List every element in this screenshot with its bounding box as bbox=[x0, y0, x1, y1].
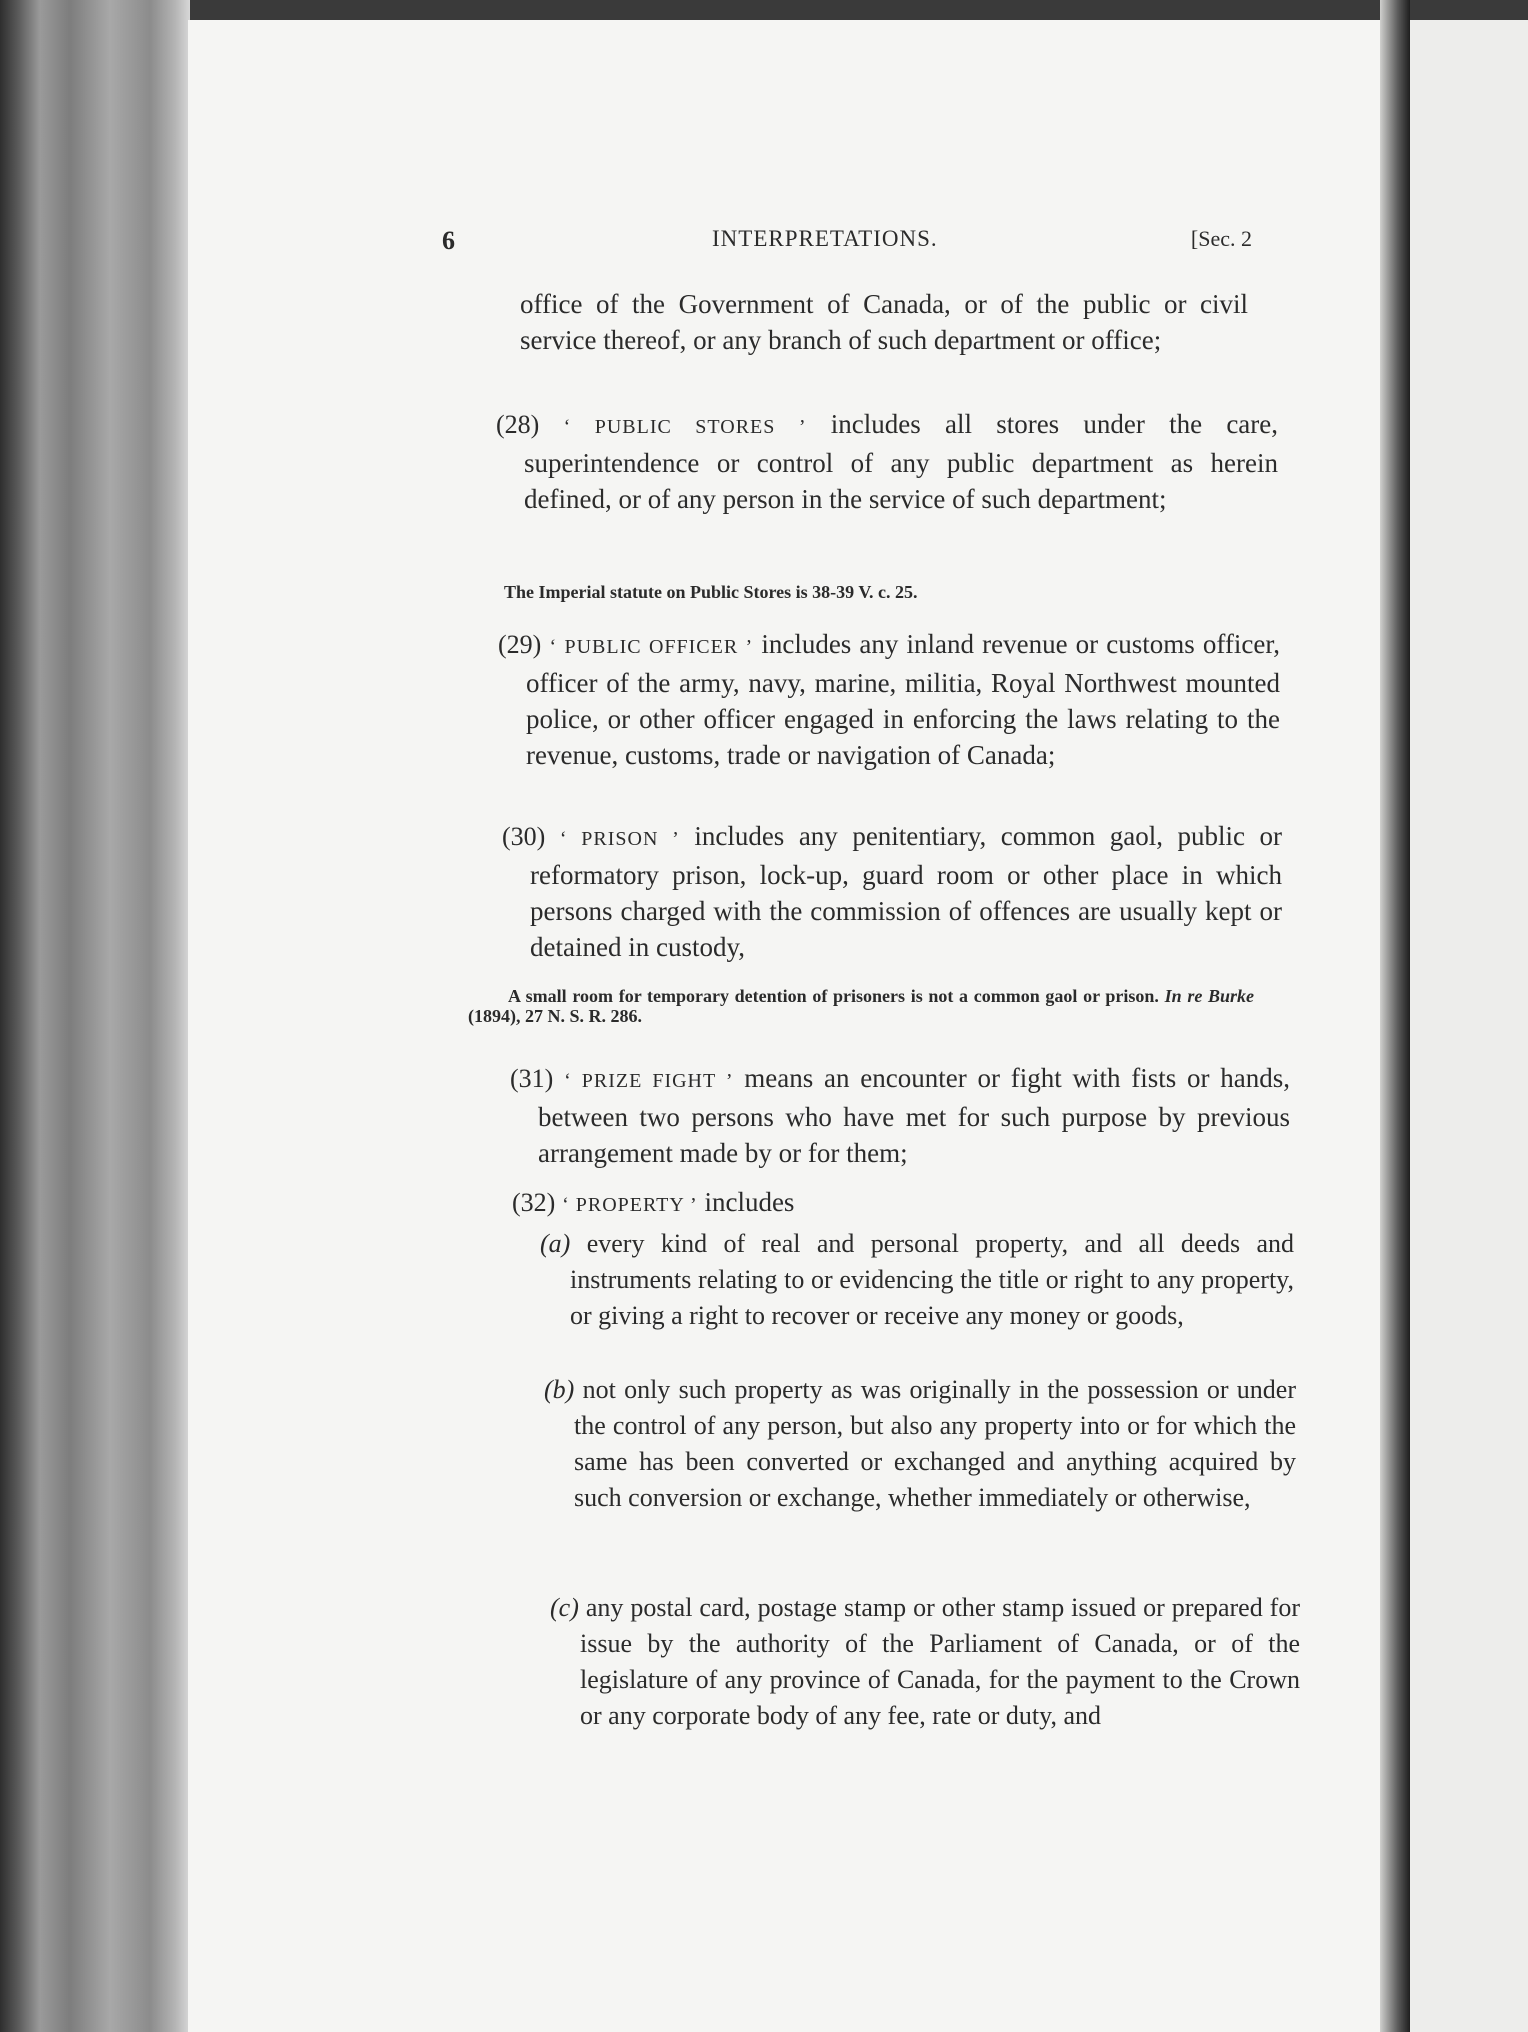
defined-term: ‘ PROPERTY ’ bbox=[562, 1194, 698, 1216]
definition-public-officer bbox=[498, 626, 1280, 773]
case-name: In re Burke bbox=[1164, 986, 1254, 1006]
note-text: The Imperial statute on Public Stores is 38-39 V. c. 25. bbox=[504, 582, 918, 602]
clause-letter: (b) bbox=[544, 1375, 575, 1404]
definition-text: includes bbox=[697, 1187, 795, 1217]
note-prison bbox=[468, 986, 1254, 1026]
definition-number: (30) bbox=[502, 822, 546, 851]
note-public-stores bbox=[504, 582, 1244, 602]
definition-number: (32) bbox=[512, 1188, 556, 1217]
defined-term: ‘ PUBLIC OFFICER ’ bbox=[549, 636, 754, 658]
definition-prison bbox=[502, 818, 1282, 965]
section-reference: [Sec. 2 bbox=[1190, 226, 1252, 251]
definition-prize-fight bbox=[510, 1060, 1290, 1171]
definition-number: (28) bbox=[496, 410, 540, 439]
continuation-paragraph bbox=[520, 286, 1248, 358]
clause-letter: (c) bbox=[550, 1593, 579, 1622]
clause-text: not only such property as was originally in the possession or under the control of any person, but also any property into or for which the same has been converted or exchanged and anything acquired by such conversion or exchange, whether immediately or otherwise, bbox=[574, 1375, 1296, 1512]
property-clause-a bbox=[540, 1226, 1294, 1334]
note-citation: (1894), 27 N. S. R. 286. bbox=[468, 1006, 642, 1026]
defined-term: ‘ PUBLIC STORES ’ bbox=[563, 416, 807, 438]
clause-text: every kind of real and personal property, and all deeds and instruments relating to or evidencing the title or right to any property, or giving a right to recover or receive any money or goods, bbox=[570, 1229, 1294, 1330]
definition-text: includes any inland revenue or customs officer, officer of the army, navy, marine, militia, Royal Northwest mounted police, or other officer engaged in enforcing the laws relating to the revenue, customs, trade or navigation of Canada; bbox=[526, 629, 1280, 770]
definition-number: (29) bbox=[498, 630, 542, 659]
page-header bbox=[442, 226, 1252, 266]
clause-letter: (a) bbox=[540, 1229, 571, 1258]
definition-text: includes all stores under the care, superintendence or control of any public department as herein defined, or of any person in the service of such department; bbox=[524, 409, 1279, 514]
definition-number: (31) bbox=[510, 1064, 554, 1093]
definition-public-stores bbox=[496, 406, 1278, 517]
running-title: INTERPRETATIONS. bbox=[712, 226, 938, 251]
defined-term: ‘ PRIZE FIGHT ’ bbox=[564, 1070, 734, 1092]
page-number: 6 bbox=[442, 226, 455, 255]
continuation-text: office of the Government of Canada, or of the public or civil service thereof, or any branch of such department or office; bbox=[520, 289, 1248, 355]
property-clause-b bbox=[544, 1372, 1296, 1516]
property-clause-c bbox=[550, 1590, 1300, 1734]
book-gutter bbox=[1380, 0, 1410, 2032]
note-text: A small room for temporary detention of prisoners is not a common gaol or prison. bbox=[508, 986, 1165, 1006]
definition-property bbox=[512, 1184, 1264, 1223]
defined-term: ‘ PRISON ’ bbox=[559, 828, 680, 850]
facing-page bbox=[1410, 20, 1528, 2032]
definition-text: means an encounter or fight with fists or hands, between two persons who have met for such purpose by previous arrangement made by or for them; bbox=[538, 1063, 1291, 1168]
clause-text: any postal card, postage stamp or other stamp issued or prepared for issue by the authority of the Parliament of Canada, or of the legislature of any province of Canada, for the payment to the Crown or any corporate body of any fee, rate or duty, and bbox=[578, 1593, 1300, 1730]
book-page-edges bbox=[0, 0, 190, 2032]
definition-text: includes any penitentiary, common gaol, public or reformatory prison, lock-up, guard room or other place in which persons charged with the commission of offences are usually kept or detained in custody, bbox=[530, 821, 1283, 962]
